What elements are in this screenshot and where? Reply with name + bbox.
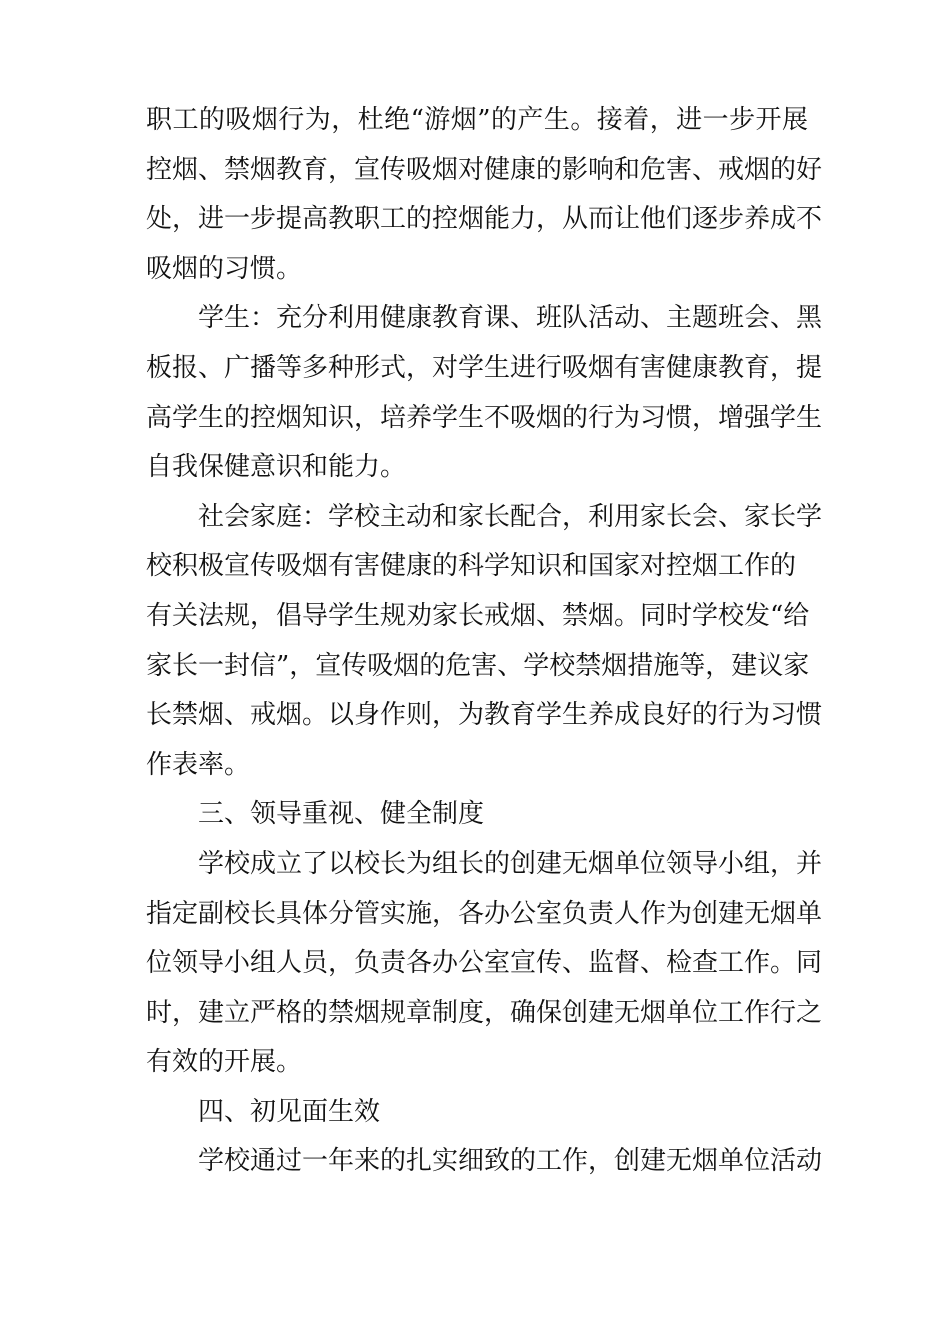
paragraph-first-line: 学校通过一年来的扎实细致的工作，创建无烟单位活动 xyxy=(198,1146,823,1177)
section-heading: 四、初见面生效 xyxy=(198,1096,381,1127)
section-heading: 三、领导重视、健全制度 xyxy=(198,799,485,830)
text-line: 吸烟的习惯。 xyxy=(146,253,303,284)
text-line: 自我保健意识和能力。 xyxy=(146,452,407,483)
text-line: 指定副校长具体分管实施，各办公室负责人作为创建无烟单 xyxy=(146,898,823,929)
paragraph-first-line: 学校成立了以校长为组长的创建无烟单位领导小组，并 xyxy=(198,848,823,879)
text-line: 长禁烟、戒烟。以身作则，为教育学生养成良好的行为习惯 xyxy=(146,700,823,731)
text-line: 校积极宣传吸烟有害健康的科学知识和国家对控烟工作的 xyxy=(146,551,797,582)
text-line: 作表率。 xyxy=(146,749,251,780)
text-line: 位领导小组人员，负责各办公室宣传、监督、检查工作。同 xyxy=(146,948,823,979)
text-line: 处，进一步提高教职工的控烟能力，从而让他们逐步养成不 xyxy=(146,204,823,235)
text-line: 控烟、禁烟教育，宣传吸烟对健康的影响和危害、戒烟的好 xyxy=(146,154,823,185)
text-line: 高学生的控烟知识，培养学生不吸烟的行为习惯，增强学生 xyxy=(146,402,823,433)
text-line: 有关法规，倡导学生规劝家长戒烟、禁烟。同时学校发“给 xyxy=(146,600,810,631)
document-body xyxy=(146,96,823,1187)
paragraph-first-line: 学生：充分利用健康教育课、班队活动、主题班会、黑 xyxy=(198,303,823,334)
text-line: 有效的开展。 xyxy=(146,1047,303,1078)
text-line: 家长一封信”，宣传吸烟的危害、学校禁烟措施等，建议家 xyxy=(146,650,810,681)
text-line: 板报、广播等多种形式，对学生进行吸烟有害健康教育，提 xyxy=(146,352,823,383)
text-line: 时，建立严格的禁烟规章制度，确保创建无烟单位工作行之 xyxy=(146,997,823,1028)
text-line: 职工的吸烟行为，杜绝“游烟”的产生。接着，进一步开展 xyxy=(146,105,808,135)
paragraph-first-line: 社会家庭：学校主动和家长配合，利用家长会、家长学 xyxy=(198,501,823,532)
